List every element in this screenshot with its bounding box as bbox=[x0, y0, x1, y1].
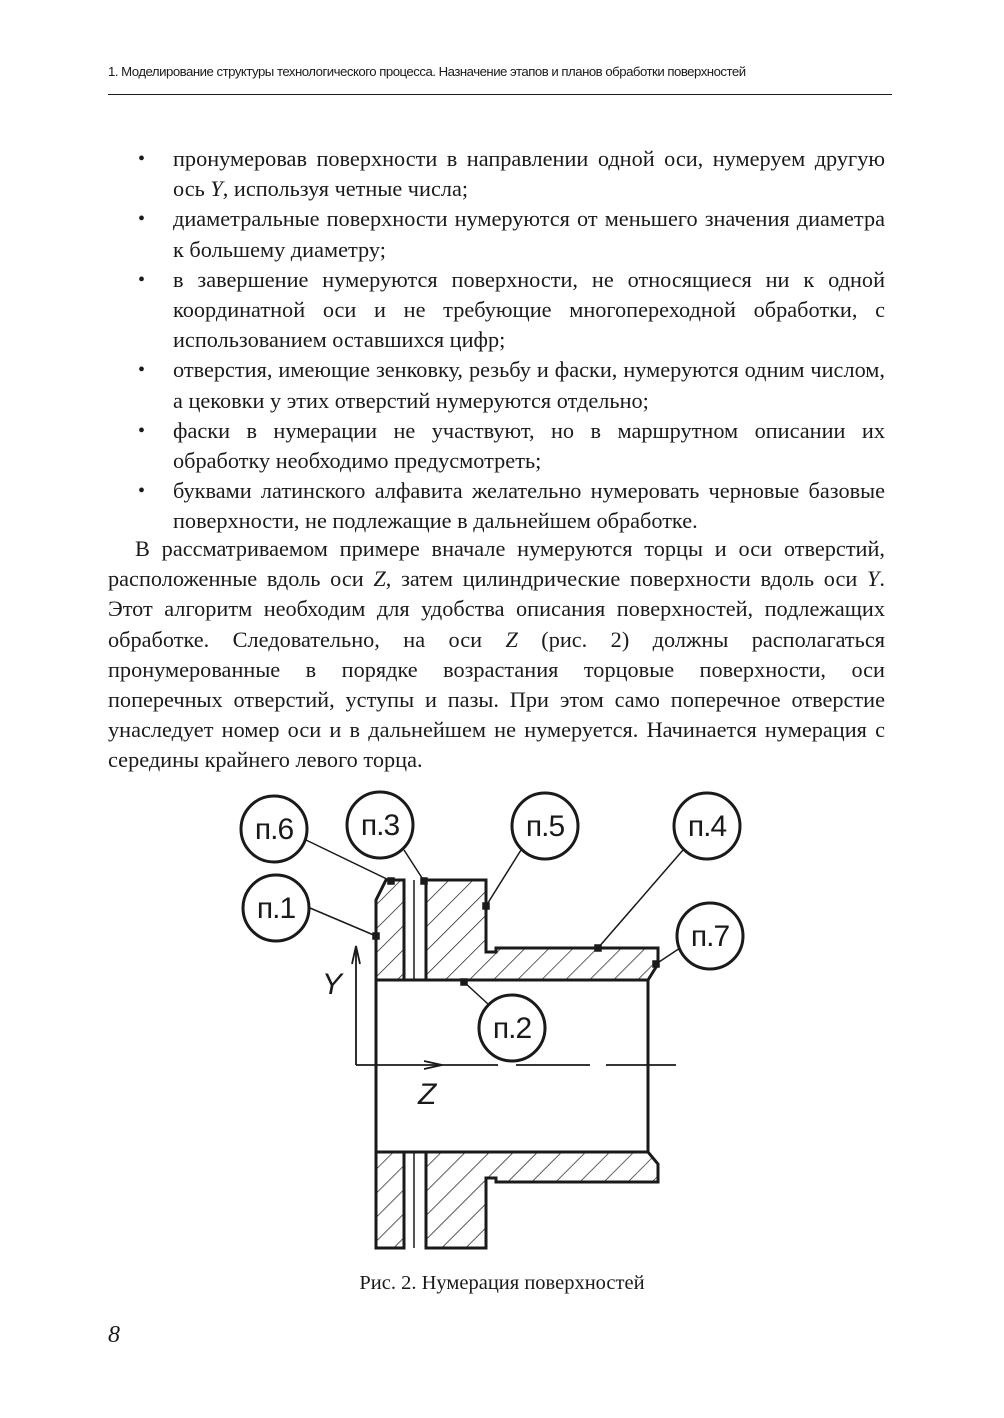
bullet-list bbox=[108, 144, 885, 537]
page-number: 8 bbox=[108, 1322, 120, 1348]
list-item bbox=[108, 355, 885, 415]
list-item bbox=[108, 144, 885, 204]
bullet-marker: • bbox=[138, 419, 146, 442]
figure-caption: Рис. 2. Нумерация поверхностей bbox=[359, 1272, 645, 1294]
bullet-marker: • bbox=[138, 359, 146, 382]
list-item bbox=[108, 476, 885, 536]
callout-label: п.2 bbox=[492, 1012, 532, 1045]
callout-p4 bbox=[674, 793, 740, 859]
callout-p2 bbox=[479, 995, 545, 1061]
list-item bbox=[108, 204, 885, 264]
callout-p6 bbox=[241, 796, 307, 862]
list-item-text: диаметральные поверхности нумеруются от меньшего значения диаметра к большему диаметру; bbox=[173, 206, 885, 262]
list-item-text: отверстия, имеющие зенковку, резьбу и фаски, нумеруются одним числом, а цековки у этих отверстий нумеруются отдельно; bbox=[173, 357, 885, 413]
paragraph-text: В рассматриваемом примере вначале нумеруются торцы и оси отверстий, расположенные вдоль оси bbox=[108, 536, 885, 592]
callout-p1 bbox=[243, 875, 309, 941]
list-item-text: , используя четные числа; bbox=[222, 176, 469, 202]
callout-label: п.5 bbox=[525, 810, 565, 843]
callout-label: п.1 bbox=[256, 892, 296, 925]
bullet-marker: • bbox=[138, 208, 146, 231]
list-item-text: фаски в нумерации не участвуют, но в маршрутном описании их обработку необходимо предусмотреть; bbox=[173, 417, 885, 474]
list-item bbox=[108, 265, 885, 356]
bore-lines bbox=[376, 880, 648, 1248]
paragraph-text: . Этот алгоритм необходим для удобства описания поверхностей, подлежащих обработке. Следовательно, на оси bbox=[108, 566, 885, 652]
bullet-marker: • bbox=[138, 480, 146, 503]
callout-p5 bbox=[512, 793, 578, 859]
bullet-marker: • bbox=[138, 268, 146, 291]
list-item-text: пронумеровав поверхности в направлении одной оси, нумеруем другую ось bbox=[173, 146, 885, 202]
axis-y-label: Y bbox=[322, 968, 343, 1001]
header-rule bbox=[108, 94, 892, 95]
bullet-marker: • bbox=[138, 148, 146, 170]
figure-surface-numbering bbox=[228, 788, 768, 1268]
axis-symbol: Z bbox=[373, 566, 386, 592]
callout-label: п.7 bbox=[690, 920, 730, 953]
callout-p7 bbox=[677, 903, 743, 969]
paragraph-text: , затем цилиндрические поверхности вдоль оси bbox=[385, 566, 868, 592]
callout-label: п.4 bbox=[687, 810, 727, 843]
callout-label: п.6 bbox=[254, 813, 294, 846]
list-item bbox=[108, 416, 885, 476]
body-paragraph bbox=[108, 534, 885, 776]
axis-z-label: Z bbox=[418, 1078, 437, 1111]
axis-symbol: Z bbox=[505, 626, 518, 652]
axis-symbol: Y bbox=[867, 566, 880, 592]
list-item-text: в завершение нумеруются поверхности, не относящиеся ни к одной координатной оси и не требующие многопереходной обработки, с использованием оставшихся цифр; bbox=[173, 266, 885, 353]
running-head: 1. Моделирование структуры технологического процесса. Назначение этапов и планов обработки поверхностей bbox=[108, 64, 746, 79]
list-item-text: буквами латинского алфавита желательно нумеровать черновые базовые поверхности, не подлежащие в дальнейшем обработке. bbox=[173, 478, 885, 534]
callout-label: п.3 bbox=[360, 809, 400, 842]
axis-symbol: Y bbox=[210, 176, 223, 202]
callout-p3 bbox=[347, 792, 413, 858]
paragraph-text: (рис. 2) должны располагаться пронумерованные в порядке возрастания торцовые поверхности, оси поперечных отверстий, уступы и пазы. При этом само поперечное отверстие унаследует номер оси и в дальнейшем не нумеруется. Начинается нумерация с середины крайнего левого торца. bbox=[108, 626, 885, 773]
part-section bbox=[376, 880, 658, 1248]
